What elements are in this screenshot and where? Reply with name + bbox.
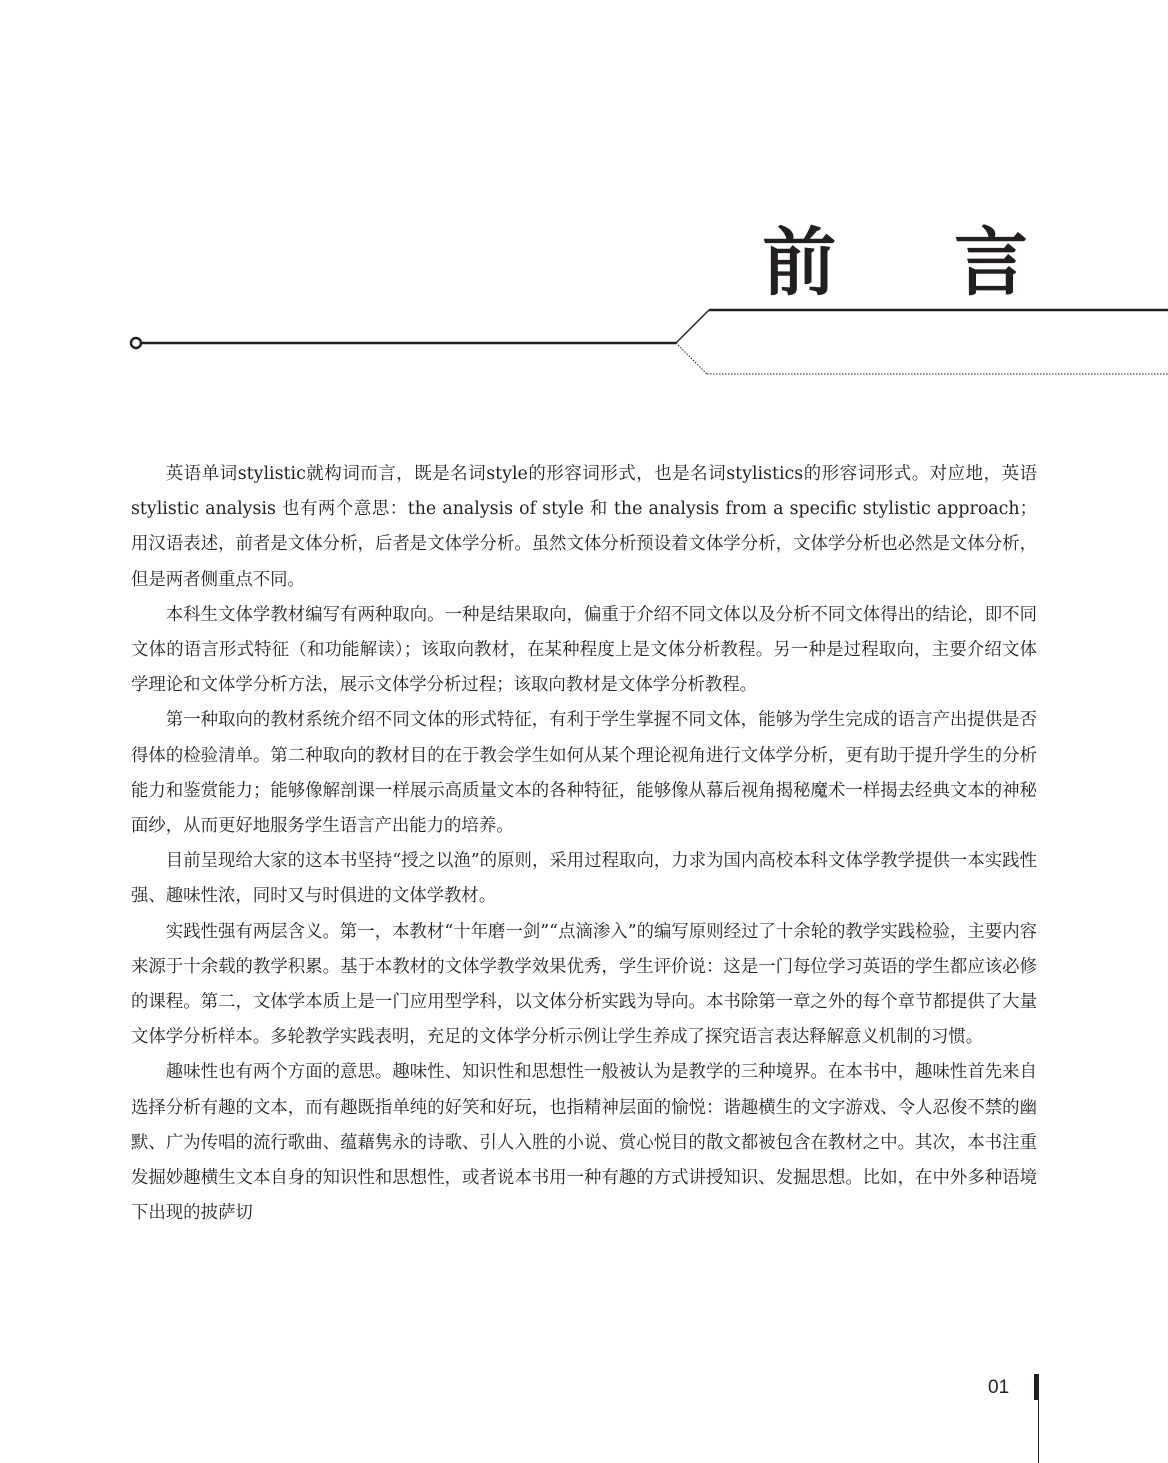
page-edge-line [1038, 1374, 1039, 1463]
paragraph: 第一种取向的教材系统介绍不同文体的形式特征，有利于学生掌握不同文体，能够为学生完成的语言产出提供是否得体的检验清单。第二种取向的教材目的在于教会学生如何从某个理论视角进行文体学分析，更有助于提升学生的分析能力和鉴赏能力；能够像解剖课一样展示高质量文本的各种特征，能够像从幕后视角揭秘魔术一样揭去经典文本的神秘面纱，从而更好地服务学生语言产出能力的培养。 [131, 710, 1037, 837]
paragraph: 趣味性也有两个方面的意思。趣味性、知识性和思想性一般被认为是教学的三种境界。在本书中，趣味性首先来自选择分析有趣的文本，而有趣既指单纯的好笑和好玩，也指精神层面的愉悦：谐趣横生的文字游戏、令人忍俊不禁的幽默、广为传唱的流行歌曲、蕴藉隽永的诗歌、引人入胜的小说、赏心悦目的散文都被包含在教材之中。其次，本书注重发掘妙趣横生文本自身的知识性和思想性，或者说本书用一种有趣的方式讲授知识、发掘思想。比如，在中外多种语境下出现的披萨切 [131, 1062, 1037, 1224]
rule-up-diagonal [676, 310, 709, 343]
rule-circle [131, 338, 141, 348]
rule-down-diagonal [676, 343, 707, 374]
page-number: 01 [988, 1377, 1010, 1398]
paragraph: 实践性强有两层含义。第一，本教材“十年磨一剑”“点滴渗入”的编写原则经过了十余轮的教学实践检验，主要内容来源于十余载的教学积累。基于本教材的文体学教学效果优秀，学生评价说：这是一门每位学习英语的学生都应该必修的课程。第二，文体学本质上是一门应用型学科，以文体分析实践为导向。本书除第一章之外的每个章节都提供了大量文体学分析样本。多轮教学实践表明，充足的文体学分析示例让学生养成了探究语言表达释解意义机制的习惯。 [131, 921, 1037, 1048]
preface-body [131, 457, 1037, 1231]
paragraph: 英语单词stylistic就构词而言，既是名词style的形容词形式，也是名词stylistics的形容词形式。对应地，英语 stylistic analysis 也有两个意思：the analysis of style 和 the analysis from a specific stylistic approach；用汉语表述，前者是文体分析，后者是文体学分析。虽然文体分析预设着文体学分析，文体学分析也必然是文体分析，但是两者侧重点不同。 [131, 464, 1037, 590]
page-title: 前 言 [762, 220, 1074, 306]
title-rule [0, 300, 1168, 390]
paragraph: 目前呈现给大家的这本书坚持“授之以渔”的原则，采用过程取向，力求为国内高校本科文体学教学提供一本实践性强、趣味性浓，同时又与时俱进的文体学教材。 [131, 851, 1037, 907]
paragraph: 本科生文体学教材编写有两种取向。一种是结果取向，偏重于介绍不同文体以及分析不同文体得出的结论，即不同文体的语言形式特征（和功能解读）；该取向教材，在某种程度上是文体分析教程。另一种是过程取向，主要介绍文体学理论和文体学分析方法，展示文体学分析过程；该取向教材是文体学分析教程。 [131, 604, 1037, 696]
